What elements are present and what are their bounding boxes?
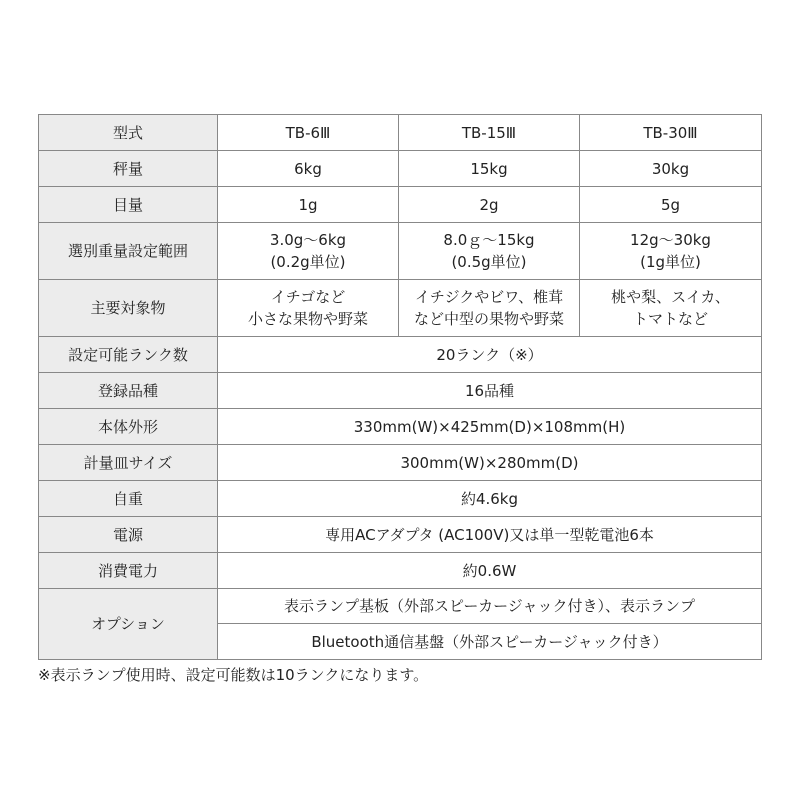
row-sort-range [39,223,762,280]
ranks-value: 20ランク（※） [218,337,762,373]
targets-tb6-line2: 小さな果物や野菜 [247,310,368,328]
row-registered [39,373,762,409]
row-options-1 [39,589,762,624]
sort-range-tb30 [580,223,762,280]
row-targets [39,280,762,337]
label-power: 電源 [39,517,218,553]
targets-tb15-line2: など中型の果物や野菜 [413,310,564,328]
targets-tb15 [399,280,580,337]
label-sort-range: 選別重量設定範囲 [39,223,218,280]
row-consumption [39,553,762,589]
sort-range-tb6-line2: (0.2g単位) [270,253,346,271]
row-weight [39,481,762,517]
registered-value: 16品種 [218,373,762,409]
sort-range-tb6-line1: 3.0g～6kg [269,231,347,249]
pan-size-value: 300mm(W)×280mm(D) [218,445,762,481]
targets-tb15-line1: イチジクやビワ、椎茸 [414,288,564,306]
targets-tb30-line2: トマトなど [632,310,708,328]
row-power [39,517,762,553]
label-model: 型式 [39,115,218,151]
division-tb6: 1g [218,187,399,223]
row-model [39,115,762,151]
row-pan-size [39,445,762,481]
division-tb15: 2g [399,187,580,223]
targets-tb30 [580,280,762,337]
weight-value: 約4.6kg [218,481,762,517]
capacity-tb6: 6kg [218,151,399,187]
consumption-value: 約0.6W [218,553,762,589]
targets-tb6 [218,280,399,337]
sort-range-tb6 [218,223,399,280]
targets-tb6-line1: イチゴなど [270,288,346,306]
sort-range-tb15 [399,223,580,280]
targets-tb30-line1: 桃や梨、スイカ、 [611,288,730,306]
label-pan-size: 計量皿サイズ [39,445,218,481]
footnote: ※表示ランプ使用時、設定可能数は10ランクになります。 [38,666,429,684]
sort-range-tb30-line1: 12g～30kg [630,231,711,249]
label-division: 目量 [39,187,218,223]
option-bluetooth: Bluetooth通信基盤（外部スピーカージャック付き） [218,624,762,660]
option-display-lamp: 表示ランプ基板（外部スピーカージャック付き）、表示ランプ [218,589,762,624]
label-dimensions: 本体外形 [39,409,218,445]
label-consumption: 消費電力 [39,553,218,589]
model-tb6: TB-6Ⅲ [218,115,399,151]
sort-range-tb15-line2: (0.5g単位) [451,253,527,271]
label-registered: 登録品種 [39,373,218,409]
label-ranks: 設定可能ランク数 [39,337,218,373]
spec-table [38,114,762,660]
sort-range-tb15-line1: 8.0ｇ～15kg [443,231,535,249]
division-tb30: 5g [580,187,762,223]
sort-range-tb30-line2: (1g単位) [640,253,701,271]
row-ranks [39,337,762,373]
model-tb30: TB-30Ⅲ [580,115,762,151]
capacity-tb30: 30kg [580,151,762,187]
capacity-tb15: 15kg [399,151,580,187]
dimensions-value: 330mm(W)×425mm(D)×108mm(H) [218,409,762,445]
label-weight: 自重 [39,481,218,517]
row-dimensions [39,409,762,445]
label-options: オプション [39,589,218,660]
row-division [39,187,762,223]
power-value: 専用ACアダプタ (AC100V)又は単一型乾電池6本 [218,517,762,553]
model-tb15: TB-15Ⅲ [399,115,580,151]
label-capacity: 秤量 [39,151,218,187]
row-capacity [39,151,762,187]
label-targets: 主要対象物 [39,280,218,337]
